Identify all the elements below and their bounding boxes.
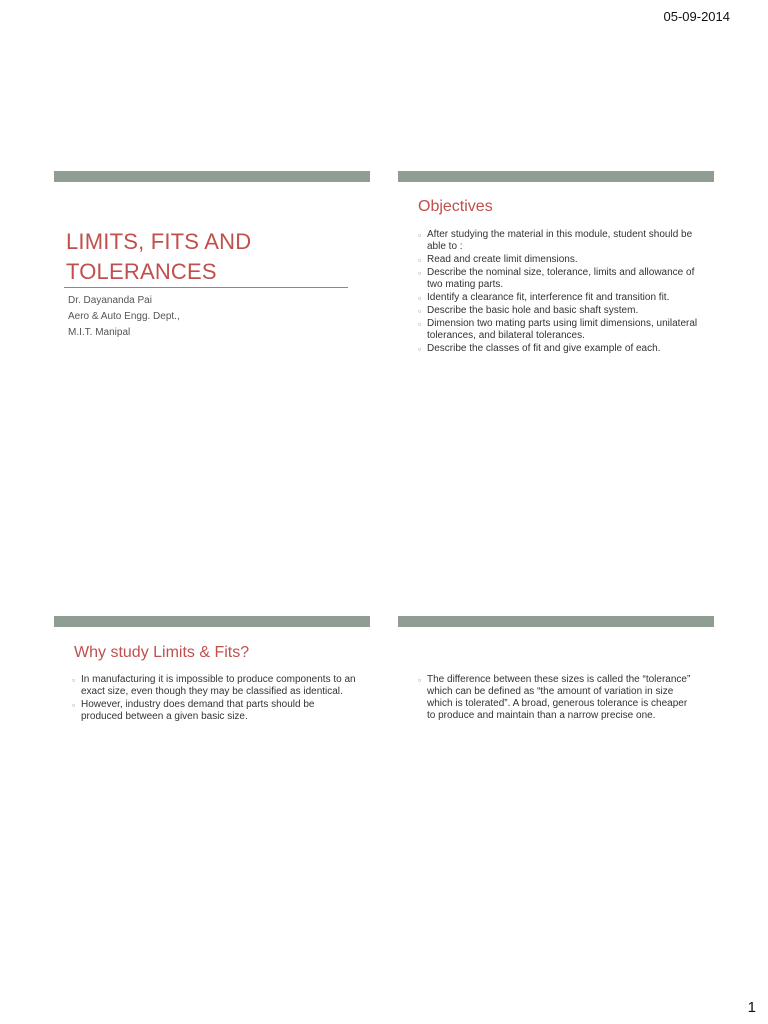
bullet-icon: ▫ (72, 675, 76, 685)
slide-header-bar (398, 171, 714, 182)
bullet-list (418, 674, 694, 723)
slide-title (54, 171, 370, 411)
slide-header-bar (398, 616, 714, 627)
slide-heading: Objectives (418, 198, 493, 215)
bullet-item: ▫ Describe the nominal size, tolerance, limits and allowance of two mating parts. (418, 267, 695, 290)
bullet-icon: ▫ (418, 344, 422, 354)
bullet-icon: ▫ (418, 319, 422, 329)
bullet-item: ▫ Describe the classes of fit and give example of each. (418, 343, 661, 354)
bullet-list (418, 229, 700, 356)
bullet-item: ▫ Describe the basic hole and basic shaft system. (418, 305, 639, 316)
title-divider (64, 287, 348, 288)
presentation-title (66, 227, 356, 287)
bullet-item: ▫ The difference between these sizes is called the “tolerance” which can be defined as “the amount of variation in size which is tolerated”. A broad, generous tolerance is cheaper to produce and maintain than a narrow precise one. (418, 674, 691, 721)
bullet-icon: ▫ (418, 255, 422, 265)
bullet-item: ▫ Dimension two mating parts using limit dimensions, unilateral tolerances, and bilateral tolerances. (418, 318, 698, 341)
title-line: TOLERANCES (66, 259, 217, 284)
bullet-item: ▫ Read and create limit dimensions. (418, 254, 578, 265)
bullet-item: ▫ Identify a clearance fit, interference fit and transition fit. (418, 292, 670, 303)
presenter-info (68, 293, 180, 341)
bullet-item: ▫ After studying the material in this module, student should be able to : (418, 229, 693, 252)
slide-tolerance (398, 616, 714, 856)
bullet-item: ▫ However, industry does demand that parts should be produced between a given basic size. (72, 699, 315, 722)
bullet-icon: ▫ (72, 700, 76, 710)
bullet-icon: ▫ (418, 675, 422, 685)
slide-objectives (398, 171, 714, 411)
bullet-icon: ▫ (418, 230, 422, 240)
bullet-item: ▫ In manufacturing it is impossible to produce components to an exact size, even though they may be classified as identical. (72, 674, 356, 697)
bullet-list (72, 674, 358, 724)
presenter-institution: M.I.T. Manipal (68, 327, 131, 338)
presenter-name: Dr. Dayananda Pai (68, 295, 152, 306)
slide-why-study (54, 616, 370, 856)
bullet-icon: ▫ (418, 293, 422, 303)
slide-heading: Why study Limits & Fits? (74, 644, 250, 661)
page-number: 1 (747, 999, 756, 1016)
bullet-icon: ▫ (418, 306, 422, 316)
presenter-department: Aero & Auto Engg. Dept., (68, 311, 180, 322)
slide-header-bar (54, 171, 370, 182)
slide-header-bar (54, 616, 370, 627)
bullet-icon: ▫ (418, 268, 422, 278)
page-date: 05-09-2014 (663, 9, 730, 24)
title-line: LIMITS, FITS AND (66, 229, 252, 254)
